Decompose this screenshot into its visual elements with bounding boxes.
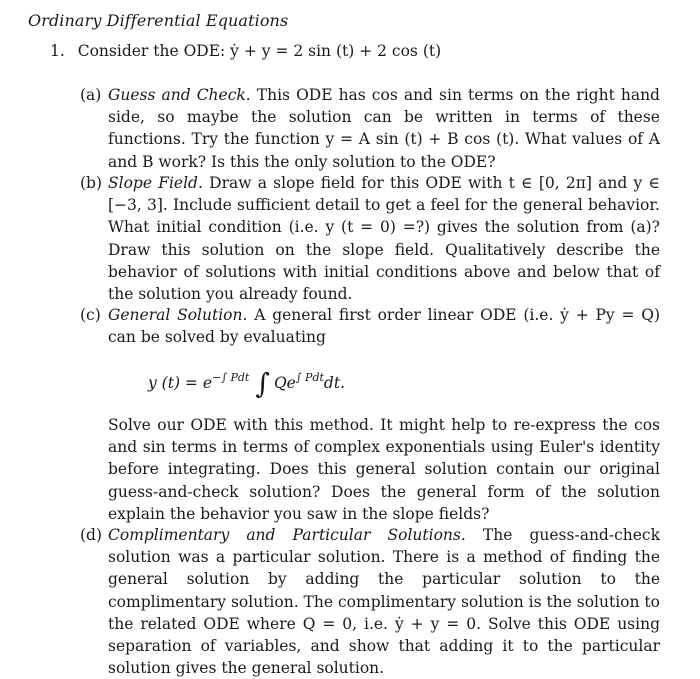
part-c-title: General Solution. <box>108 306 248 324</box>
part-d-title: Complimentary and Particular Solutions. <box>108 526 466 544</box>
integrating-factor-formula <box>148 362 345 400</box>
part-c <box>80 304 660 348</box>
part-c-text: A general first order linear ODE (i.e. ẏ + Py = Q) can be solved by evaluating <box>108 306 660 347</box>
integral-sign: ∫ <box>255 367 270 400</box>
part-b <box>80 172 660 305</box>
problem-number: 1. <box>50 42 65 60</box>
formula-exponent-2: ∫ Pdt <box>295 371 324 384</box>
formula-tail: dt. <box>323 374 345 392</box>
formula-q: Qe <box>273 374 296 392</box>
part-b-title: Slope Field. <box>108 174 203 192</box>
problem-statement <box>50 42 441 60</box>
part-a-text: This ODE has cos and sin terms on the right hand side, so maybe the solution can be written in terms of these functions. Try the function y = A sin (t) + B cos (t). What values of A and B work? Is this the only solution to the ODE? <box>108 86 660 171</box>
part-c-label: (c) <box>80 306 101 324</box>
part-d <box>80 524 660 679</box>
part-d-text: The guess-and-check solution was a particular solution. There is a method of finding the general solution by adding the particular solution to the complimentary solution. The complimentary solution is the solution to the related ODE where Q = 0, i.e. ẏ + y = 0. Solve this ODE using separation of variables, and show that adding it to the particular solution gives the general solution. <box>108 526 660 678</box>
part-a <box>80 84 660 173</box>
problem-text: Consider the ODE: ẏ + y = 2 sin (t) + 2 cos (t) <box>77 42 442 60</box>
part-b-text: Draw a slope field for this ODE with t ∈ [0, 2π] and y ∈ [−3, 3]. Include sufficient detail to get a feel for the general behavior. What initial condition (i.e. y (t = 0) =?) gives the solution from (a)? Draw this solution on the slope field. Qualitatively describe the behavior of solutions with initial conditions above and below that of the solution you already found. <box>108 174 660 304</box>
part-d-label: (d) <box>80 526 103 544</box>
part-b-label: (b) <box>80 174 103 192</box>
part-c-continued <box>80 414 660 525</box>
part-a-title: Guess and Check. <box>108 86 251 104</box>
part-c-text-2: Solve our ODE with this method. It might help to re-express the cos and sin terms in terms of complex exponentials using Euler's identity before integrating. Does this general solution contain our original guess-and-check solution? Does the general form of the solution explain the behavior you saw in the slope fields? <box>108 416 660 523</box>
part-a-label: (a) <box>80 86 102 104</box>
formula-exponent-1: −∫ Pdt <box>212 371 250 384</box>
formula-lhs: y (t) = e <box>148 374 213 392</box>
section-header: Ordinary Differential Equations <box>28 11 289 30</box>
